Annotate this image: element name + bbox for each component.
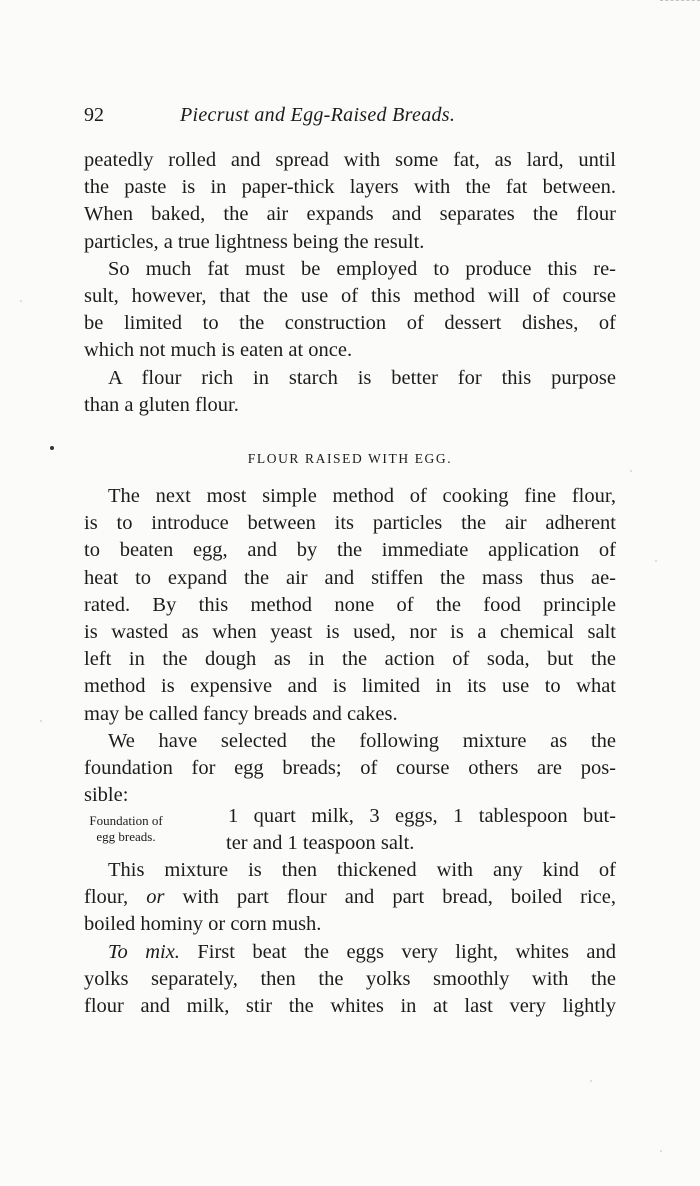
text-block-mixing	[84, 857, 616, 1020]
margin-note	[84, 813, 168, 845]
text-line: to beaten egg, and by the immediate application of	[84, 539, 616, 562]
text-run: First beat the eggs very light, whites and	[179, 940, 617, 963]
running-head: Piecrust and Egg-Raised Breads.	[180, 104, 456, 126]
text-line: sult, however, that the use of this method will of course	[84, 285, 616, 308]
page-header	[84, 104, 614, 134]
scan-speck-dot	[50, 446, 54, 450]
text-line: foundation for egg breads; of course others are pos-	[84, 757, 616, 780]
text-line: the paste is in paper-thick layers with the fat between.	[84, 176, 616, 199]
scan-speck	[590, 1080, 592, 1082]
scan-speck	[40, 720, 42, 722]
text-line: flour and milk, stir the whites in at last very lightly	[84, 995, 616, 1018]
text-line: may be called fancy breads and cakes.	[84, 702, 398, 725]
text-line: particles, a true lightness being the result.	[84, 230, 425, 253]
run-in-heading: To mix.	[108, 940, 180, 963]
text-line: So much fat must be employed to produce this re-	[108, 257, 616, 280]
text-line: is to introduce between its particles the air adherent	[84, 512, 616, 535]
text-line: We have selected the following mixture as the	[108, 729, 616, 752]
text-line: yolks separately, then the yolks smoothly with the	[84, 967, 616, 990]
section-heading: FLOUR RAISED WITH EGG.	[247, 451, 453, 466]
text-line: method is expensive and is limited in its use to what	[84, 675, 616, 698]
scan-edge-mark	[660, 0, 700, 9]
text-line: peatedly rolled and spread with some fat, as lard, until	[84, 149, 616, 171]
ingredient-line: 1 quart milk, 3 eggs, 1 tablespoon but-	[228, 805, 616, 827]
text-line	[84, 884, 616, 911]
recipe-ingredients	[84, 803, 616, 859]
text-line: This mixture is then thickened with any kind of	[108, 859, 616, 881]
text-line: sible:	[84, 784, 129, 807]
ingredient-list	[228, 803, 616, 857]
text-block-piecrust	[84, 147, 616, 419]
text-line: boiled hominy or corn mush.	[84, 913, 322, 936]
scan-speck	[655, 560, 657, 562]
text-line: rated. By this method none of the food principle	[84, 593, 616, 616]
ingredient-line: ter and 1 teaspoon salt.	[226, 832, 415, 855]
text-line: be limited to the construction of dessert dishes, of	[84, 312, 616, 335]
text-line: is wasted as when yeast is used, nor is a chemical salt	[84, 621, 616, 644]
text-run: flour,	[84, 886, 147, 909]
text-line: When baked, the air expands and separates the flour	[84, 203, 616, 226]
margin-note-line: egg breads.	[96, 829, 156, 844]
text-line: The next most simple method of cooking fine flour,	[108, 485, 616, 507]
text-line: than a gluten flour.	[84, 393, 239, 416]
text-block-egg-raised	[84, 483, 616, 809]
italic-word: or	[146, 886, 165, 909]
text-run: with part flour and part bread, boiled rice,	[164, 886, 617, 909]
text-line	[84, 939, 616, 966]
text-line: A flour rich in starch is better for this purpose	[108, 366, 616, 389]
text-line: heat to expand the air and stiffen the mass thus ae-	[84, 566, 616, 589]
margin-note-line: Foundation of	[89, 813, 163, 828]
scan-speck	[630, 470, 632, 472]
scan-speck	[660, 1150, 662, 1152]
page-number: 92	[84, 104, 104, 126]
scan-speck	[20, 300, 22, 302]
text-line: which not much is eaten at once.	[84, 339, 353, 362]
text-line: left in the dough as in the action of soda, but the	[84, 648, 616, 671]
